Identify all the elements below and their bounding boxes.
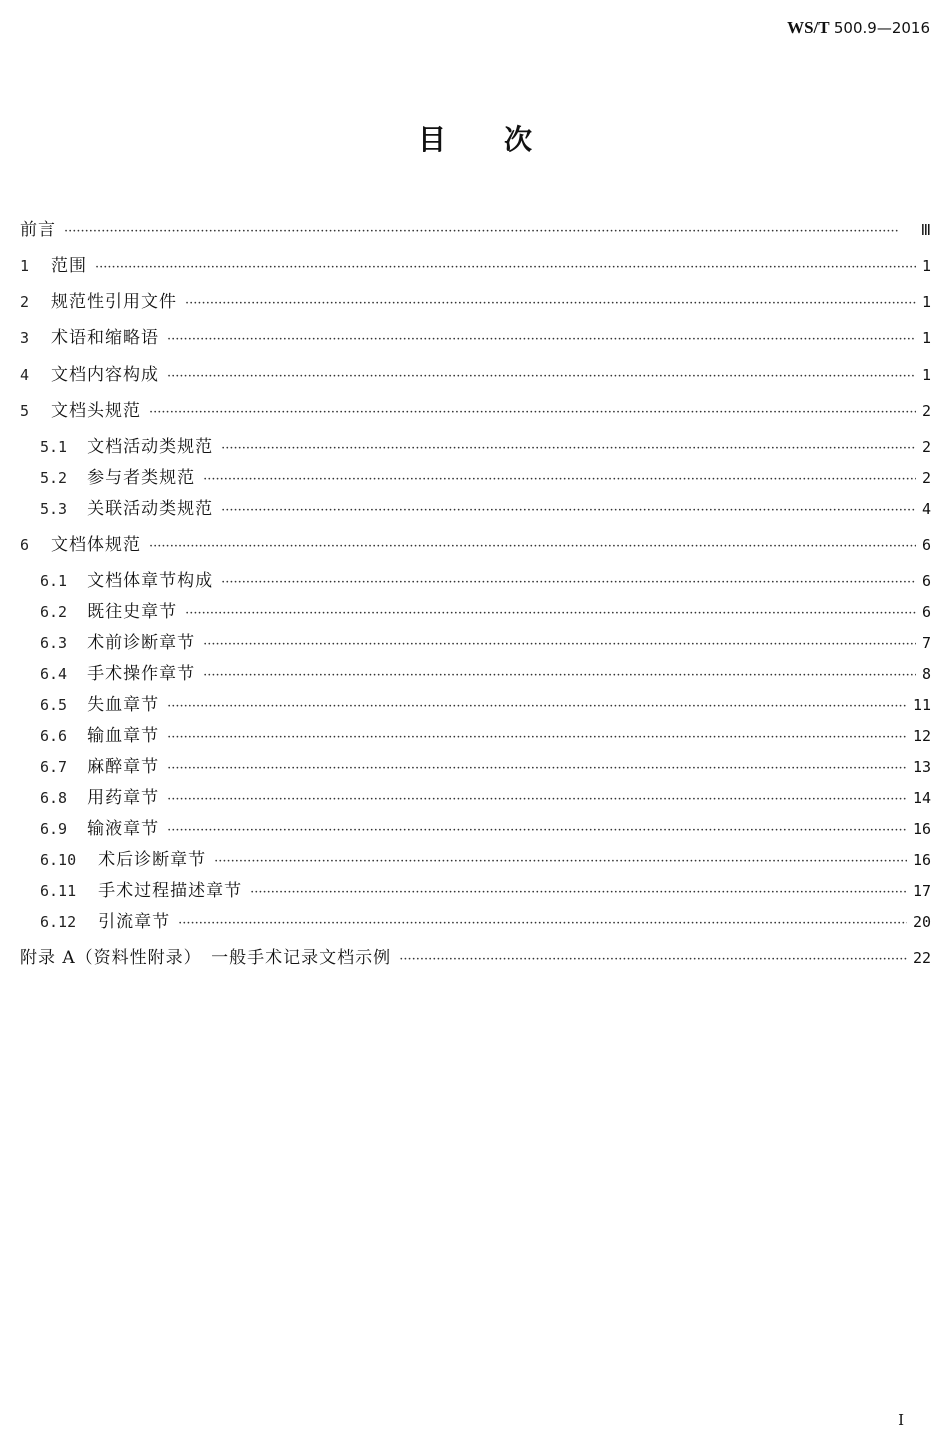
toc-entry-number: 6.11 bbox=[40, 882, 77, 900]
toc-entry[interactable] bbox=[40, 568, 931, 594]
toc-entry[interactable] bbox=[40, 496, 931, 522]
toc-entry-page: 17 bbox=[912, 882, 931, 900]
toc-entry-label: 规范性引用文件 bbox=[51, 292, 178, 312]
toc-entry-number: 5.1 bbox=[40, 438, 68, 456]
toc-entry-page: 8 bbox=[921, 665, 931, 683]
toc-entry-number: 6.1 bbox=[40, 572, 68, 590]
toc-dot-leader bbox=[167, 756, 907, 782]
toc-entry-number: 6.6 bbox=[40, 727, 68, 745]
toc-entry[interactable] bbox=[20, 325, 931, 351]
toc-dot-leader bbox=[221, 498, 916, 524]
toc-entry[interactable] bbox=[20, 253, 931, 279]
toc-entry[interactable] bbox=[40, 909, 931, 935]
toc-title: 目次 bbox=[417, 123, 590, 156]
toc-entry-number: 6.9 bbox=[40, 820, 68, 838]
toc-dot-leader bbox=[167, 787, 907, 813]
toc-entry-label: 参与者类规范 bbox=[87, 468, 196, 488]
toc-dot-leader bbox=[95, 255, 916, 281]
toc-entry[interactable] bbox=[40, 465, 931, 491]
toc-entry-page: 2 bbox=[921, 402, 931, 420]
toc-entry-label: 文档体章节构成 bbox=[87, 571, 214, 591]
toc-entry-label: 术语和缩略语 bbox=[51, 328, 160, 348]
toc-entry-page: 16 bbox=[912, 851, 931, 869]
toc-entry-page: 6 bbox=[921, 572, 931, 590]
toc-entry-number: 6.2 bbox=[40, 603, 68, 621]
toc-entry-page: 11 bbox=[912, 696, 931, 714]
toc-entry[interactable] bbox=[20, 945, 931, 971]
toc-entry-label: 手术操作章节 bbox=[87, 664, 196, 684]
toc-entry-number: 6.7 bbox=[40, 758, 68, 776]
toc-dot-leader bbox=[203, 467, 916, 493]
toc-dot-leader bbox=[178, 911, 907, 937]
toc-entry-page: 2 bbox=[921, 438, 931, 456]
toc-dot-leader bbox=[167, 364, 916, 390]
toc-entry-page: 6 bbox=[921, 603, 931, 621]
toc-dot-leader bbox=[250, 880, 907, 906]
toc-entry-page: 1 bbox=[921, 293, 931, 311]
toc-dot-leader bbox=[64, 219, 915, 245]
toc-entry[interactable] bbox=[20, 217, 931, 243]
toc-dot-leader bbox=[167, 725, 907, 751]
toc-entry-number: 5 bbox=[20, 402, 30, 420]
toc-entry[interactable] bbox=[40, 816, 931, 842]
toc-entry[interactable] bbox=[20, 362, 931, 388]
toc-dot-leader bbox=[185, 601, 916, 627]
toc-dot-leader bbox=[203, 663, 916, 689]
toc-entry-number: 6.5 bbox=[40, 696, 68, 714]
toc-dot-leader bbox=[221, 436, 916, 462]
toc-entry-number: 6.12 bbox=[40, 913, 77, 931]
toc-entry-label: 文档内容构成 bbox=[51, 365, 160, 385]
toc-entry-page: 4 bbox=[921, 500, 931, 518]
toc-entry-page: 22 bbox=[912, 949, 931, 967]
toc-entry-page: 2 bbox=[921, 469, 931, 487]
toc-entry-number: 6.3 bbox=[40, 634, 68, 652]
toc-entry-label: 术前诊断章节 bbox=[87, 633, 196, 653]
toc-entry-number: 5.2 bbox=[40, 469, 68, 487]
toc-entry-page: 6 bbox=[921, 536, 931, 554]
toc-dot-leader bbox=[214, 849, 907, 875]
toc-entry-label: 文档头规范 bbox=[51, 401, 142, 421]
toc-entry-label: 失血章节 bbox=[87, 695, 160, 715]
toc-entry[interactable] bbox=[40, 599, 931, 625]
standard-code bbox=[787, 18, 930, 38]
toc-entry-page: 7 bbox=[921, 634, 931, 652]
standard-number: 500.9—2016 bbox=[833, 19, 930, 37]
toc-entry[interactable] bbox=[40, 630, 931, 656]
toc-entry[interactable] bbox=[20, 289, 931, 315]
toc-entry-number: 6.10 bbox=[40, 851, 77, 869]
toc-entry-number: 6 bbox=[20, 536, 30, 554]
toc-entry-page: 20 bbox=[912, 913, 931, 931]
toc-entry-label: 输液章节 bbox=[87, 819, 160, 839]
toc-entry[interactable] bbox=[20, 398, 931, 424]
toc-entry-label: 术后诊断章节 bbox=[98, 850, 207, 870]
toc-entry-label: 前言 bbox=[20, 220, 56, 240]
toc-entry-number: 2 bbox=[20, 293, 30, 311]
toc-entry-label: 附录 A（资料性附录） 一般手术记录文档示例 bbox=[20, 948, 392, 968]
toc-entry-page: 1 bbox=[921, 366, 931, 384]
toc-entry-page: 1 bbox=[921, 329, 931, 347]
toc-entry-page: 16 bbox=[912, 820, 931, 838]
toc-entry-label: 范围 bbox=[51, 256, 88, 276]
toc-dot-leader bbox=[167, 694, 907, 720]
toc-dot-leader bbox=[167, 327, 916, 353]
toc-dot-leader bbox=[185, 291, 916, 317]
toc-entry-label: 手术过程描述章节 bbox=[98, 881, 243, 901]
toc-entry-page: 1 bbox=[921, 257, 931, 275]
toc-entry-number: 6.8 bbox=[40, 789, 68, 807]
toc-entry-label: 文档体规范 bbox=[51, 535, 142, 555]
toc-entry-page: 14 bbox=[912, 789, 931, 807]
toc-entry-label: 用药章节 bbox=[87, 788, 160, 808]
toc-entry-label: 文档活动类规范 bbox=[87, 437, 214, 457]
toc-dot-leader bbox=[149, 534, 916, 560]
toc-entry-label: 关联活动类规范 bbox=[87, 499, 214, 519]
toc-entry-number: 3 bbox=[20, 329, 30, 347]
toc-entry[interactable] bbox=[40, 754, 931, 780]
toc-entry-number: 1 bbox=[20, 257, 30, 275]
toc-entry-page: 13 bbox=[912, 758, 931, 776]
toc-entry-label: 既往史章节 bbox=[87, 602, 178, 622]
toc-entry[interactable] bbox=[40, 661, 931, 687]
toc-entry-number: 4 bbox=[20, 366, 30, 384]
standard-prefix: WS/T bbox=[787, 18, 830, 37]
toc-entry-label: 引流章节 bbox=[98, 912, 171, 932]
toc-entry-label: 输血章节 bbox=[87, 726, 160, 746]
toc-entry[interactable] bbox=[40, 847, 931, 873]
toc-entry[interactable] bbox=[40, 878, 931, 904]
page-folio: I bbox=[898, 1411, 904, 1429]
toc-dot-leader bbox=[221, 570, 916, 596]
toc-entry[interactable] bbox=[40, 434, 931, 460]
toc-entry-number: 5.3 bbox=[40, 500, 68, 518]
toc-entry[interactable] bbox=[40, 692, 931, 718]
toc-entry-label: 麻醉章节 bbox=[87, 757, 160, 777]
toc-dot-leader bbox=[203, 632, 916, 658]
toc-entry[interactable] bbox=[20, 532, 931, 558]
toc-dot-leader bbox=[399, 947, 907, 973]
toc-entry-page: Ⅲ bbox=[920, 221, 931, 239]
toc-dot-leader bbox=[167, 818, 907, 844]
toc-entry[interactable] bbox=[40, 785, 931, 811]
toc-entry-page: 12 bbox=[912, 727, 931, 745]
toc-dot-leader bbox=[149, 400, 916, 426]
toc-entry[interactable] bbox=[40, 723, 931, 749]
toc-entry-number: 6.4 bbox=[40, 665, 68, 683]
